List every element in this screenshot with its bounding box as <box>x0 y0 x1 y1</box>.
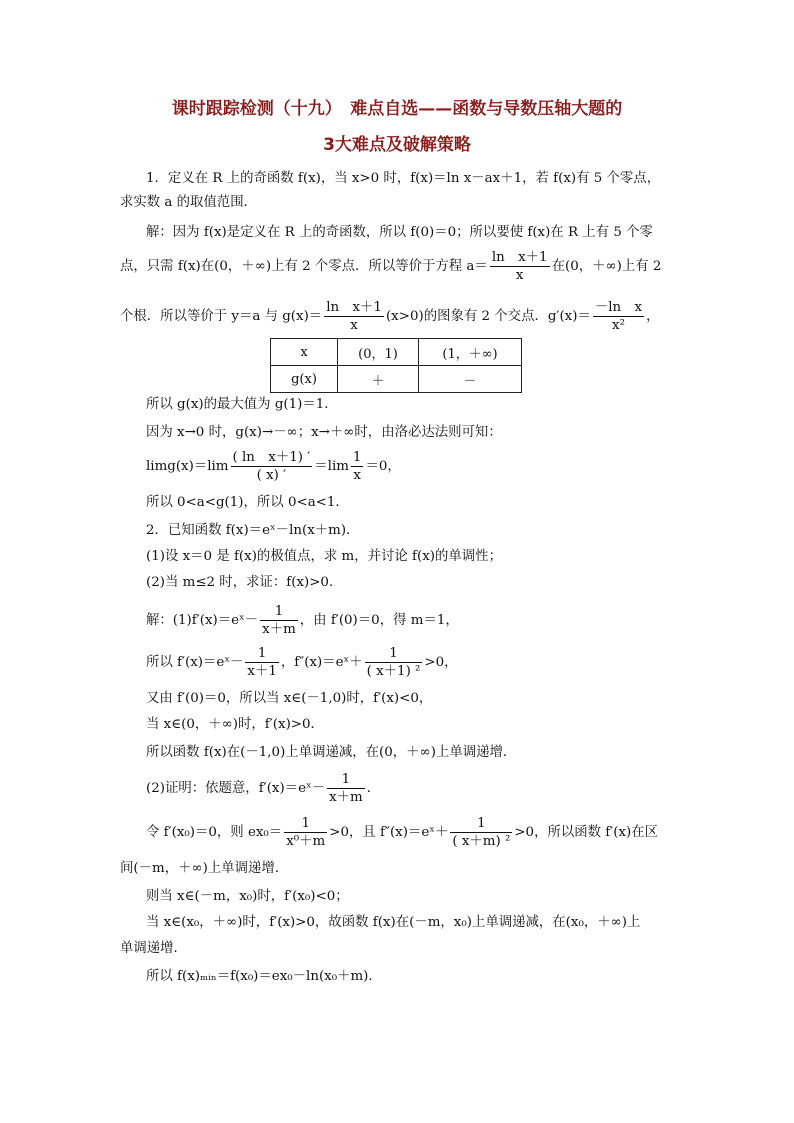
problem2-part2: (2)当 m≤2 时，求证：f(x)>0． <box>146 575 343 590</box>
table-cell: ＋ <box>338 366 419 393</box>
solution2-line4: 当 x∈(0，＋∞)时，f′(x)>0． <box>146 717 324 732</box>
solution2-proof4: 则当 x∈(－m，x₀)时，f′(x₀)<0； <box>146 889 349 904</box>
fraction: $\frac{1}{\text{( x＋1) ²}}$ <box>366 646 421 679</box>
fraction: $\frac{\text{ln x＋1}}{x}$ <box>491 250 548 283</box>
solution1-line1: 解：因为 f(x)是定义在 R 上的奇函数，所以 f(0)＝0；所以要使 f(x)在 R 上有 5 个零 <box>146 225 653 240</box>
table-cell: (0，1) <box>338 339 419 366</box>
table-cell: x <box>271 339 338 366</box>
monotonicity-table <box>270 338 522 393</box>
solution2-line3: 又由 f′(0)＝0，所以当 x∈(－1,0)时，f′(x)<0， <box>146 691 433 706</box>
fraction: $\frac{1}{x+m}$ <box>262 604 296 637</box>
fraction: $\frac{1}{x+1}$ <box>247 646 277 679</box>
fraction: $\frac{\text{－ln x}}{\text{x²}}$ <box>594 300 643 333</box>
solution2-line1: 解：(1)f′(x)＝eˣ－ $\frac{1}{x+m}$ ，由 f′(0)＝0，得 m＝1， <box>146 604 459 637</box>
table-cell: (1，＋∞) <box>419 339 522 366</box>
solution1-limits: 因为 x→0 时，g(x)→－∞；x→＋∞时，由洛必达法则可知： <box>146 425 502 440</box>
solution2-proof1: (2)证明：依题意，f′(x)＝eˣ－ $\frac{1}{x+m}$ ． <box>146 772 381 805</box>
solution2-proof3: 间(－m，＋∞)上单调递增． <box>120 861 289 876</box>
table-row <box>271 339 522 366</box>
fraction: $\frac{1}{x+m}$ <box>329 772 363 805</box>
solution1-max: 所以 g(x)的最大值为 g(1)＝1． <box>146 397 338 412</box>
fraction: $\frac{\text{( ln x＋1) ′}}{( x) '}$ <box>232 450 311 483</box>
solution2-proof2: 令 f′(x₀)＝0，则 ex₀＝ $\frac{1}{\text{x⁰＋m}}$ >0，且 f″(x)＝eˣ＋ $\frac{1}{\text{( x＋m) ²}}$ >0，所以函数 f′(x)在区 <box>146 816 659 849</box>
solution1-line3: 个根．所以等价于 y＝a 与 g(x)＝ $\frac{\text{ln x＋1}}{x}$ (x>0)的图象有 2 个交点．g′(x)＝ $\frac{\text{－ln x}}{\text{x²}}$ ， <box>120 300 660 333</box>
fraction: $\frac{\text{ln x＋1}}{x}$ <box>326 300 382 333</box>
fraction: $\frac{1}{\text{x⁰＋m}}$ <box>286 816 326 849</box>
page-title-line1: 课时跟踪检测（十九） 难点自选——函数与导数压轴大题的 <box>171 99 623 119</box>
fraction: $\frac{1}{\text{( x＋m) ²}}$ <box>452 816 511 849</box>
table-cell: － <box>419 366 522 393</box>
table-cell: g(x) <box>271 366 338 393</box>
solution1-line2: 点，只需 f(x)在(0，＋∞)上有 2 个零点．所以等价于方程 a＝ $\frac{\text{ln x＋1}}{x}$ 在(0，＋∞)上有 2 <box>120 250 662 283</box>
solution1-conclusion: 所以 0<a<g(1)，所以 0<a<1． <box>146 495 349 510</box>
solution2-proof7: 所以 f(x)ₘᵢₙ＝f(x₀)＝ex₀－ln(x₀＋m)． <box>146 969 382 984</box>
solution2-line5: 所以函数 f(x)在(－1,0)上单调递减，在(0，＋∞)上单调递增． <box>146 745 517 760</box>
problem1-line2: 求实数 a 的取值范围． <box>120 195 258 210</box>
solution2-proof6: 单调递增． <box>120 941 187 956</box>
problem1-line1: 1．定义在 R 上的奇函数 f(x)，当 x>0 时，f(x)＝ln x－ax＋1，若 f(x)有 5 个零点， <box>146 171 661 186</box>
fraction: $\frac{1}{x}$ <box>352 450 362 483</box>
problem2-stem: 2．已知函数 f(x)＝eˣ－ln(x＋m)． <box>146 523 360 538</box>
solution1-lhopital: limg(x)＝lim $\frac{\text{( ln x＋1) ′}}{( x) '}$ ＝lim $\frac{1}{x}$ ＝0， <box>146 450 401 483</box>
problem2-part1: (1)设 x＝0 是 f(x)的极值点，求 m，并讨论 f(x)的单调性； <box>146 549 502 564</box>
page-title-line2: 3大难点及破解策略 <box>323 135 471 155</box>
solution2-line2: 所以 f′(x)＝eˣ－ $\frac{1}{x+1}$ ，f″(x)＝eˣ＋ $\frac{1}{\text{( x＋1) ²}}$ >0， <box>146 646 458 679</box>
solution2-proof5: 当 x∈(x₀，＋∞)时，f′(x)>0，故函数 f(x)在(－m，x₀)上单调递减，在(x₀，＋∞)上 <box>146 915 641 930</box>
table-row <box>271 366 522 393</box>
